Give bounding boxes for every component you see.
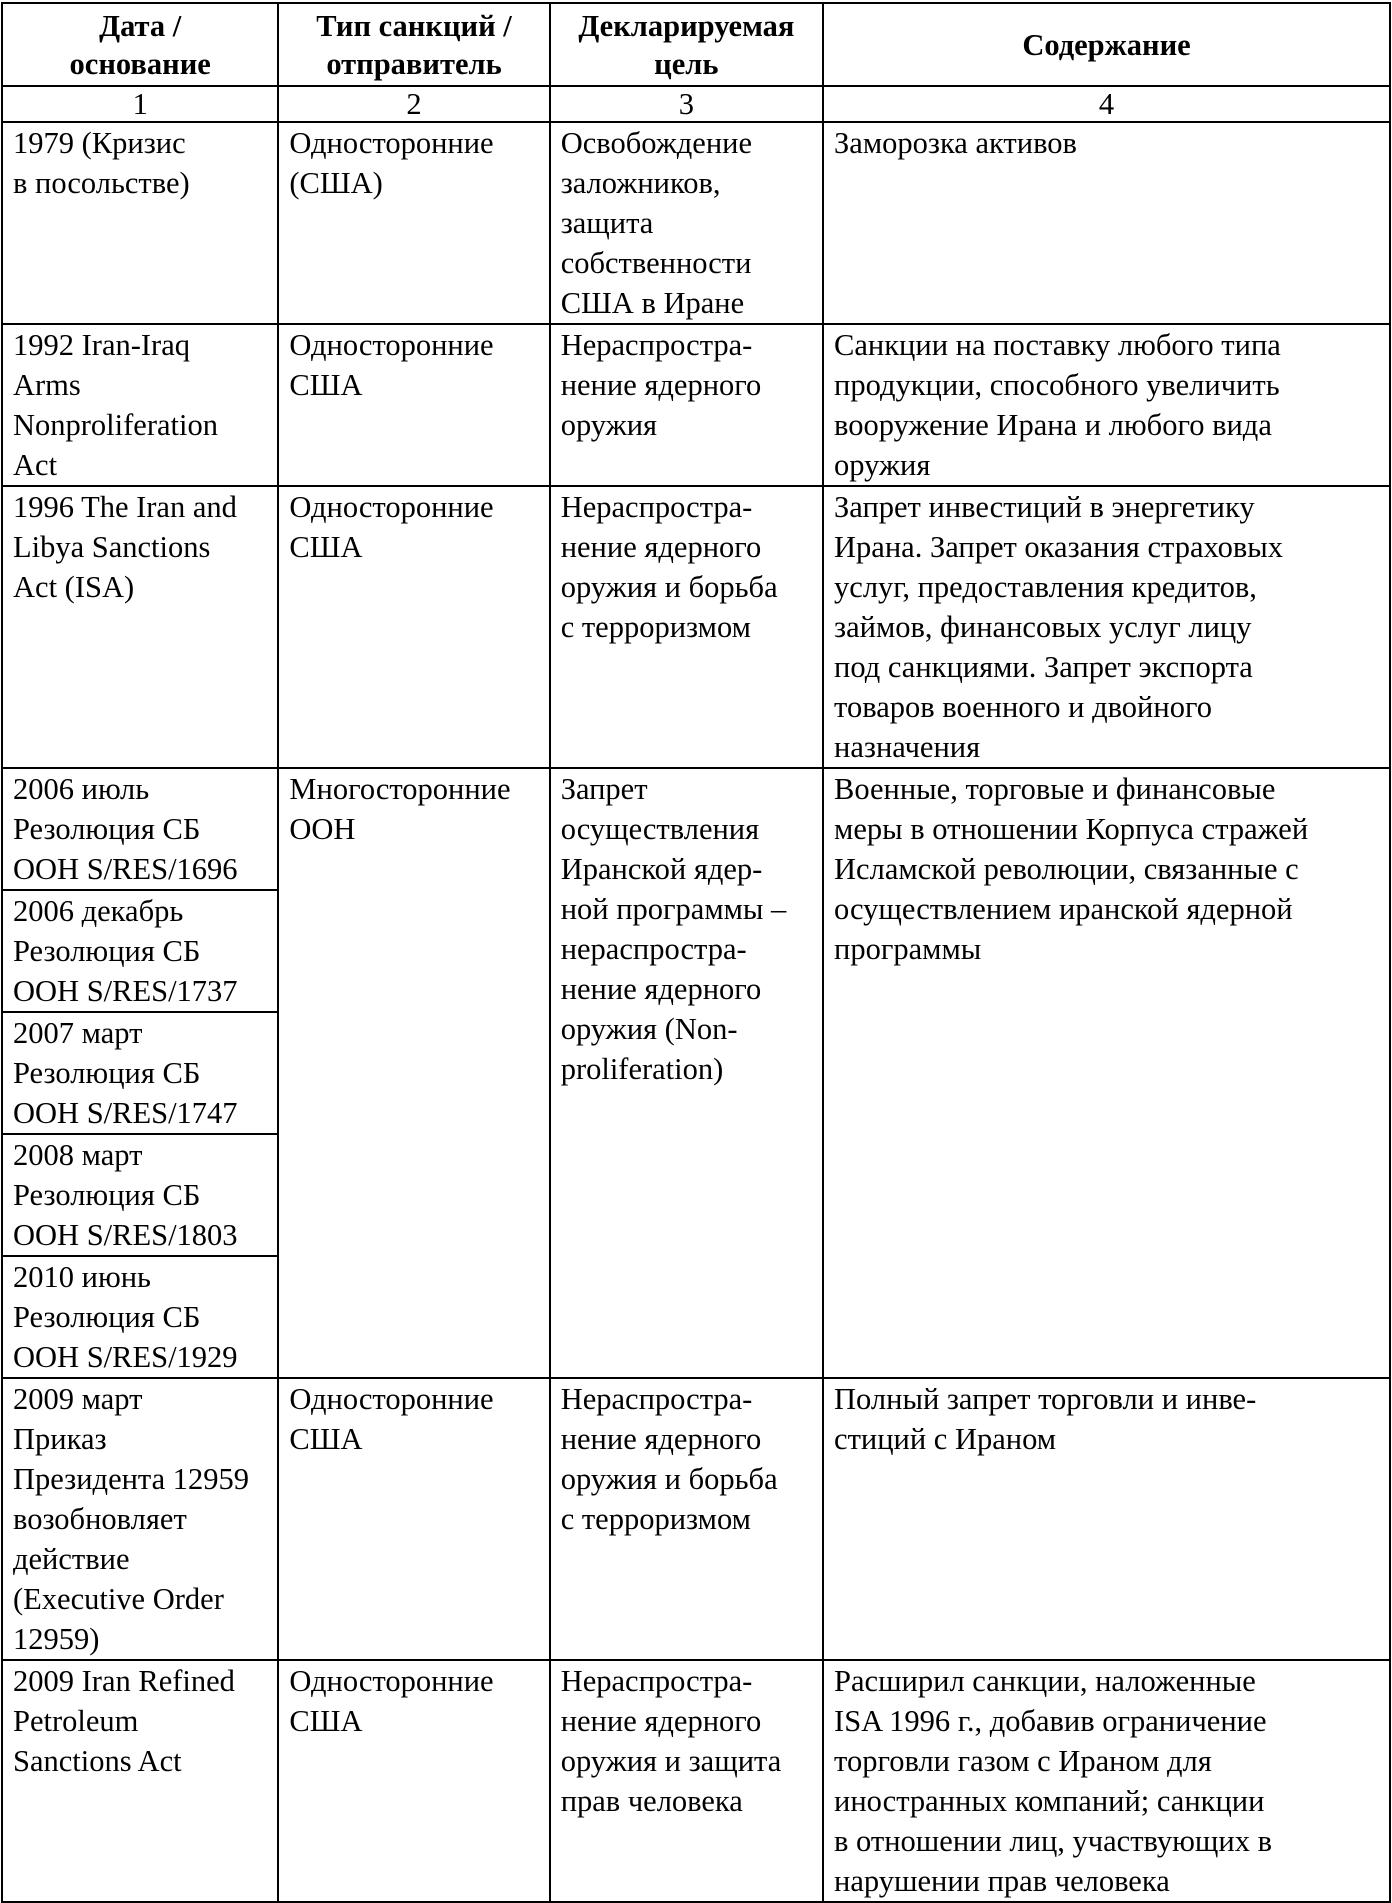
cell-date: 2009 март Приказ Президента 12959 возобновляет действие (Executive Order 12959)	[2, 1378, 278, 1660]
column-number: 4	[823, 86, 1390, 122]
cell-content: Санкции на поставку любого типа продукции, способного увеличить вооружение Ирана и любого вида оружия	[823, 324, 1390, 486]
cell-type: Односторонние США	[278, 486, 549, 768]
header-goal: Декларируемая цель	[550, 3, 823, 86]
cell-type: Односторонние США	[278, 1378, 549, 1660]
table-row	[2, 1660, 1390, 1902]
cell-goal: Нераспростра- нение ядерного оружия и защита прав человека	[550, 1660, 823, 1902]
cell-goal: Нераспростра- нение ядерного оружия и борьба с терроризмом	[550, 1378, 823, 1660]
header-date: Дата / основание	[2, 3, 278, 86]
header-content: Содержание	[823, 3, 1390, 86]
cell-content: Военные, торговые и финансовые меры в отношении Корпуса стражей Исламской революции, связанные с осуществлением иранской ядерной программы	[823, 768, 1390, 1378]
cell-content: Запрет инвестиций в энергетику Ирана. Запрет оказания страховых услуг, предоставления кредитов, займов, финансовых услуг лицу под санкциями. Запрет экспорта товаров военного и двойного назначения	[823, 486, 1390, 768]
table-row	[2, 486, 1390, 768]
header-row	[2, 3, 1390, 86]
cell-date: 1992 Iran-Iraq Arms Nonproliferation Act	[2, 324, 278, 486]
table-row	[2, 768, 1390, 890]
cell-date: 2006 июль Резолюция СБ ООН S/RES/1696	[2, 768, 278, 890]
cell-date: 1979 (Кризис в посольстве)	[2, 122, 278, 324]
cell-type: Односторонние США	[278, 1660, 549, 1902]
column-number-row	[2, 86, 1390, 122]
cell-content: Заморозка активов	[823, 122, 1390, 324]
cell-type: Односторонние США	[278, 324, 549, 486]
cell-goal: Освобождение заложников, защита собственности США в Иране	[550, 122, 823, 324]
table-row	[2, 1378, 1390, 1660]
sanctions-table	[1, 2, 1391, 1903]
table-row	[2, 324, 1390, 486]
cell-date: 2008 март Резолюция СБ ООН S/RES/1803	[2, 1134, 278, 1256]
cell-date: 2010 июнь Резолюция СБ ООН S/RES/1929	[2, 1256, 278, 1378]
cell-date: 2009 Iran Refined Petroleum Sanctions Act	[2, 1660, 278, 1902]
cell-goal: Нераспростра- нение ядерного оружия	[550, 324, 823, 486]
cell-goal: Запрет осуществления Иранской ядер- ной программы – нераспростра- нение ядерного оружия (Non- proliferation)	[550, 768, 823, 1378]
cell-date: 2006 декабрь Резолюция СБ ООН S/RES/1737	[2, 890, 278, 1012]
cell-goal: Нераспростра- нение ядерного оружия и борьба с терроризмом	[550, 486, 823, 768]
column-number: 1	[2, 86, 278, 122]
table-row	[2, 122, 1390, 324]
cell-date: 1996 The Iran and Libya Sanctions Act (ISA)	[2, 486, 278, 768]
header-type: Тип санкций / отправитель	[278, 3, 549, 86]
cell-type: Односторонние (США)	[278, 122, 549, 324]
column-number: 2	[278, 86, 549, 122]
cell-date: 2007 март Резолюция СБ ООН S/RES/1747	[2, 1012, 278, 1134]
column-number: 3	[550, 86, 823, 122]
cell-content: Расширил санкции, наложенные ISA 1996 г., добавив ограничение торговли газом с Ираном для иностранных компаний; санкции в отношении лиц, участвующих в нарушении прав человека	[823, 1660, 1390, 1902]
cell-type: Многосторонние ООН	[278, 768, 549, 1378]
cell-content: Полный запрет торговли и инве- стиций с Ираном	[823, 1378, 1390, 1660]
